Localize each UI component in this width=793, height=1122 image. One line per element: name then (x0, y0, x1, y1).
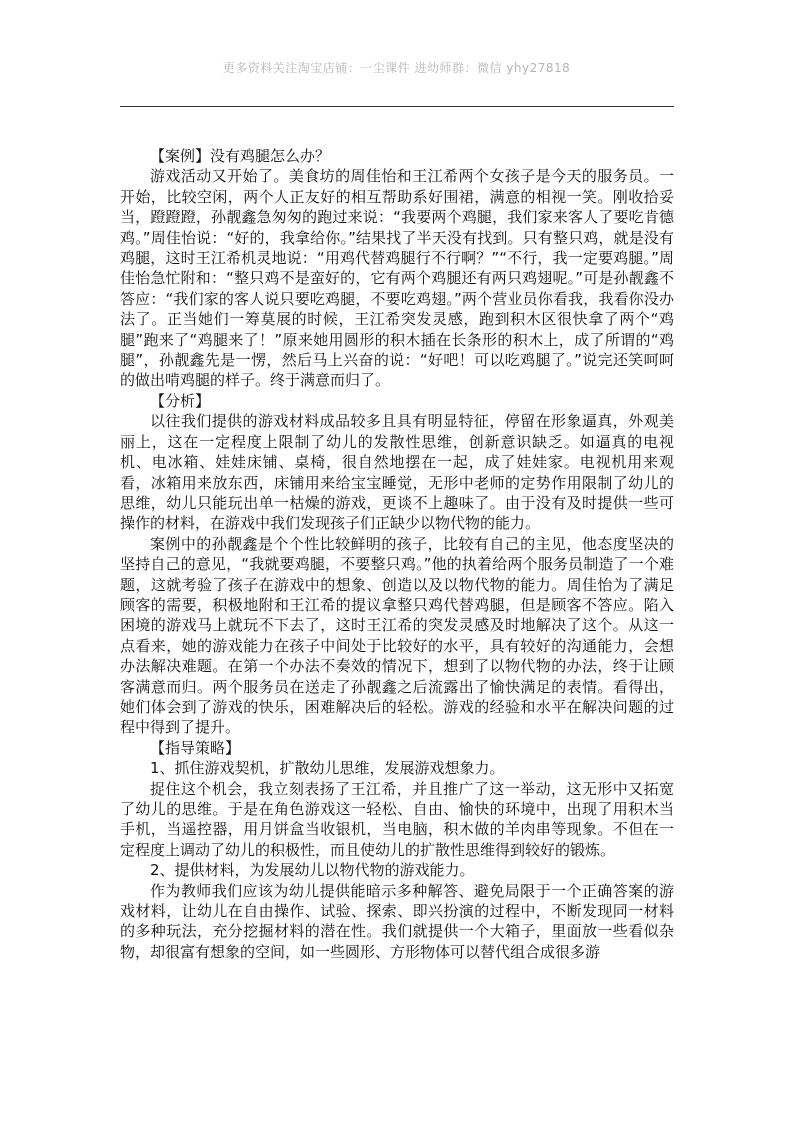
strategy-1-paragraph: 捉住这个机会，我立刻表扬了王江希，并且推广了这一举动，这无形中又拓宽了幼儿的思维。于是在角色游戏这一轻松、自由、愉快的环境中，出现了用积木当手机，当遥控器，用月饼盒当收银机，当电脑，积木做的羊肉串等现象。不但在一定程度上调动了幼儿的积极性，而且使幼儿的扩散性思维得到较好的锻炼。 (120, 779, 674, 859)
strategy-2-paragraph: 作为教师我们应该为幼儿提供能暗示多种解答、避免局限于一个正确答案的游戏材料，让幼儿在自由操作、试验、探索、即兴扮演的过程中，不断发现同一材料的多种玩法，充分挖掘材料的潜在性。我们就提供一个大箱子，里面放一些看似杂物，却很富有想象的空间，如一些圆形、方形物体可以替代组合成很多游 (120, 881, 674, 961)
document-body (120, 146, 674, 962)
case-heading: 【案例】没有鸡腿怎么办？ (150, 147, 331, 165)
strategy-1-title: 1、抓住游戏契机，扩散幼儿思维，发展游戏想象力。 (150, 759, 505, 778)
analysis-paragraph-2: 案例中的孙靓鑫是个个性比较鲜明的孩子，比较有自己的主见，他态度坚决的坚持自己的意见，“我就要鸡腿，不要整只鸡。”他的执着给两个服务员制造了一个难题，这就考验了孩子在游戏中的想象、创造以及以物代物的能力。周佳怡为了满足顾客的需要，积极地附和王江希的提议拿整只鸡代替鸡腿，但是顾客不答应。陷入困境的游戏马上就玩不下去了，这时王江希的突发灵感及时地解决了这个。从这一点看来，她的游戏能力在孩子中间处于比较好的水平，具有较好的沟通能力，会想办法解决难题。在第一个办法不奏效的情况下，想到了以物代物的办法，终于让顾客满意而归。两个服务员在送走了孙靓鑫之后流露出了愉快满足的表情。看得出，她们体会到了游戏的快乐，困难解决后的轻松。游戏的经验和水平在解决问题的过程中得到了提升。 (120, 534, 674, 737)
header-divider (120, 106, 674, 107)
strategy-heading: 【指导策略】 (150, 738, 241, 757)
strategy-2-title: 2、提供材料，为发展幼儿以物代物的游戏能力。 (150, 861, 475, 880)
case-paragraph: 游戏活动又开始了。美食坊的周佳怡和王江希两个女孩子是今天的服务员。一开始，比较空闲，两个人正友好的相互帮助系好围裙，满意的相视一笑。刚收拾妥当，蹬蹬蹬，孙靓鑫急匆匆的跑过来说：“我要两个鸡腿，我们家来客人了要吃肯德鸡。”周佳怡说：“好的，我拿给你。”结果找了半天没有找到。只有整只鸡，就是没有鸡腿，这时王江希机灵地说：“用鸡代替鸡腿行不行啊？”“不行，我一定要鸡腿。”周佳怡急忙附和：“整只鸡不是蛮好的，它有两个鸡腿还有两只鸡翅呢。”可是孙靓鑫不答应：“我们家的客人说只要吃鸡腿，不要吃鸡翅。”两个营业员你看我，我看你没办法了。正当她们一筹莫展的时候，王江希突发灵感，跑到积木区很快拿了两个“鸡腿”跑来了“鸡腿来了！”原来她用圆形的积木插在长条形的积木上，成了所谓的“鸡腿”，孙靓鑫先是一愣，然后马上兴奋的说：“好吧！可以吃鸡腿了。”说完还笑呵呵的做出啃鸡腿的样子。终于满意而归了。 (120, 167, 674, 390)
analysis-heading: 【分析】 (150, 391, 211, 410)
page-header: 更多资料关注淘宝店铺：一尘课件 进幼师群：微信 yhy27818 (222, 61, 571, 75)
analysis-paragraph-1: 以往我们提供的游戏材料成品较多且具有明显特征，停留在形象逼真，外观美丽上，这在一定程度上限制了幼儿的发散性思维，创新意识缺乏。如逼真的电视机、电冰箱、娃娃床铺、桌椅，很自然地摆在一起，成了娃娃家。电视机用来观看，冰箱用来放东西，床铺用来给宝宝睡觉，无形中老师的定势作用限制了幼儿的思维，幼儿只能玩出单一枯燥的游戏，更谈不上趣味了。由于没有及时提供一些可操作的材料，在游戏中我们发现孩子们正缺少以物代物的能力。 (120, 412, 674, 533)
